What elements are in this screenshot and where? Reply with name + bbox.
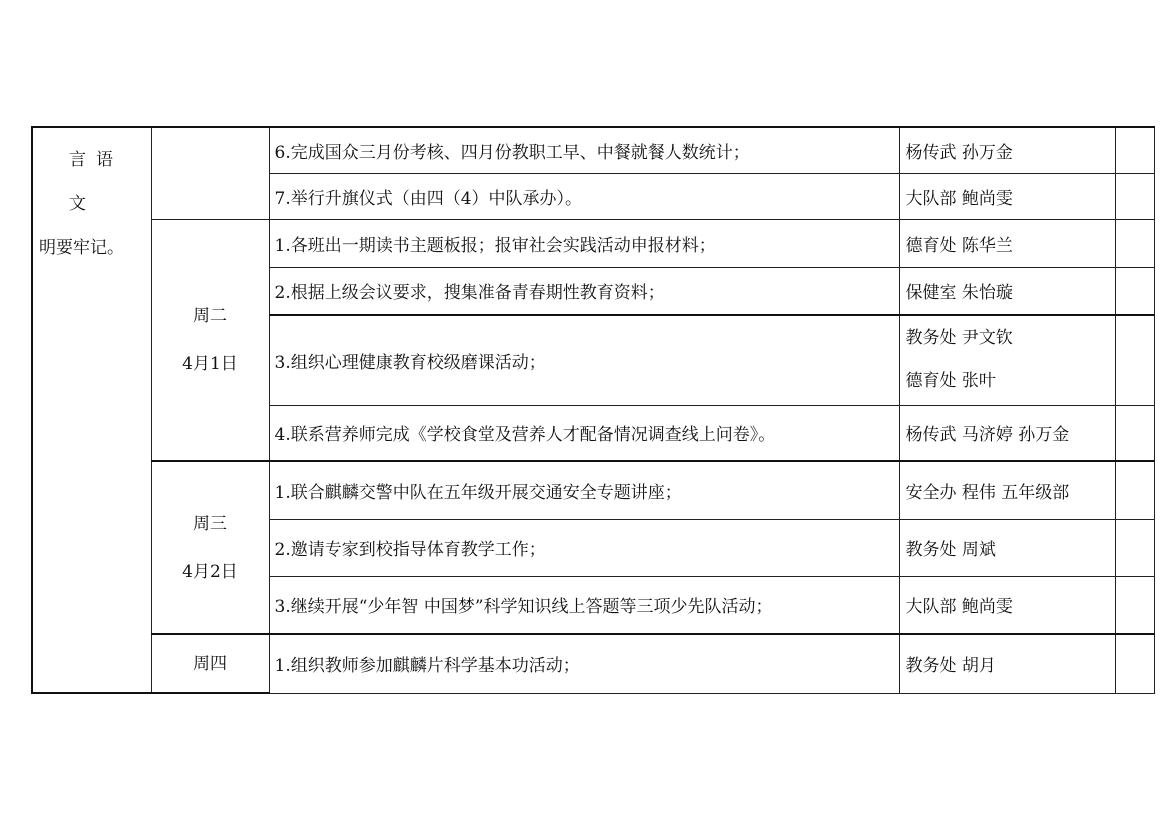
blank-cell [1115, 461, 1154, 519]
responsible-cell: 安全办 程伟 五年级部 [899, 461, 1115, 519]
theme-cell [32, 127, 151, 693]
task-cell: 6.完成国众三月份考核、四月份教职工早、中餐就餐人数统计； [269, 127, 899, 173]
task-cell: 3.继续开展“少年智 中国梦”科学知识线上答题等三项少先队活动； [269, 576, 899, 634]
blank-cell [1115, 576, 1154, 634]
responsible-cell: 杨传武 孙万金 [899, 127, 1115, 173]
day-name: 周三 [193, 513, 227, 534]
theme-line-2: 明要牢记。 [39, 238, 124, 258]
task-cell: 4.联系营养师完成《学校食堂及营养人才配备情况调查线上问卷》。 [269, 405, 899, 461]
responsible-line: 德育处 张叶 [905, 371, 996, 392]
task-cell: 1.组织教师参加麒麟片科学基本功活动； [269, 634, 899, 693]
day-name: 周四 [193, 653, 227, 674]
blank-cell [1115, 315, 1154, 405]
weekly-schedule-table [31, 126, 1155, 694]
responsible-cell: 大队部 鲍尚雯 [899, 173, 1115, 219]
task-cell: 1.各班出一期读书主题板报；报审社会实践活动申报材料； [269, 219, 899, 267]
responsible-cell: 杨传武 马济婷 孙万金 [899, 405, 1115, 461]
task-cell: 2.根据上级会议要求，搜集准备青春期性教育资料； [269, 267, 899, 315]
task-cell: 2.邀请专家到校指导体育教学工作； [269, 519, 899, 576]
day-cell-wednesday [151, 461, 269, 634]
responsible-cell [899, 315, 1115, 405]
day-date: 4月2日 [182, 561, 238, 582]
day-date: 4月1日 [182, 353, 238, 374]
blank-cell [1115, 267, 1154, 315]
responsible-cell: 保健室 朱怡璇 [899, 267, 1115, 315]
task-cell: 1.联合麒麟交警中队在五年级开展交通安全专题讲座； [269, 461, 899, 519]
day-cell-thursday [151, 634, 269, 693]
blank-cell [1115, 127, 1154, 173]
responsible-cell: 教务处 胡月 [899, 634, 1115, 693]
day-cell-empty [151, 127, 269, 219]
blank-cell [1115, 634, 1154, 693]
day-name: 周二 [193, 305, 227, 326]
blank-cell [1115, 173, 1154, 219]
responsible-line: 教务处 尹文钦 [905, 328, 1013, 349]
responsible-cell: 教务处 周斌 [899, 519, 1115, 576]
day-cell-tuesday [151, 219, 269, 461]
blank-cell [1115, 519, 1154, 576]
blank-cell [1115, 219, 1154, 267]
theme-line-1: 言语文 [69, 150, 123, 214]
responsible-cell: 大队部 鲍尚雯 [899, 576, 1115, 634]
blank-cell [1115, 405, 1154, 461]
task-cell: 7.举行升旗仪式（由四（4）中队承办）。 [269, 173, 899, 219]
responsible-cell: 德育处 陈华兰 [899, 219, 1115, 267]
task-cell: 3.组织心理健康教育校级磨课活动； [269, 315, 899, 405]
